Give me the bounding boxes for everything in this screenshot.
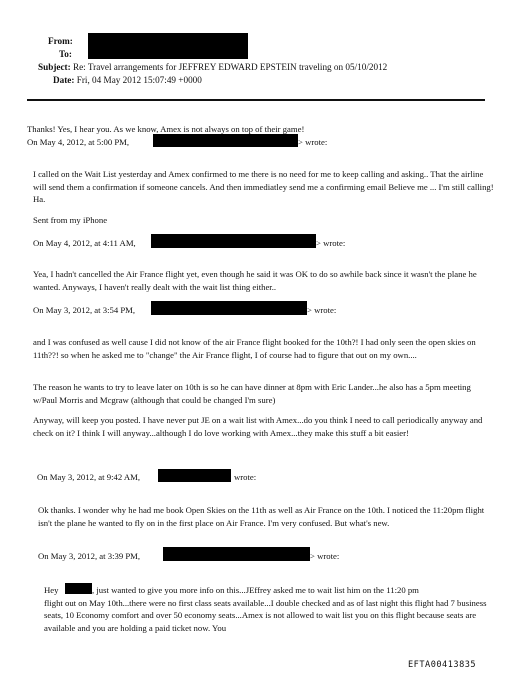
subject-line — [38, 62, 387, 72]
date-line — [53, 75, 202, 85]
redaction-sender-4 — [158, 469, 231, 482]
date-label: Date: — [53, 75, 75, 85]
paragraph-air-france: Yea, I hadn't cancelled the Air France flight yet, even though he said it was OK to do so awhile back since it wasn't the plane he wanted. Anyways, I haven't really dealt with the wait list thing either.. — [33, 269, 477, 292]
redaction-sender-1 — [153, 134, 298, 147]
paragraph-wait-list-start: Hey — [44, 585, 59, 595]
redaction-from — [88, 33, 248, 47]
paragraph-wait-list-rest: , just wanted to give you more info on this...JEffrey asked me to wait list him on the 11:20 pm — [92, 585, 419, 595]
quote-suffix-1: > wrote: — [298, 137, 328, 147]
quote-suffix-4: wrote: — [234, 472, 257, 482]
quote-header-5: On May 3, 2012, at 3:39 PM, — [38, 551, 141, 561]
quote-header-4: On May 3, 2012, at 9:42 AM, — [37, 472, 141, 482]
paragraph-keep-posted: Anyway, will keep you posted. I have never put JE on a wait list with Amex...do you think I need to call periodically anyway and check on it? I think I will anyway...although I do love working with Amex...they make this stuff a bit easier! — [33, 415, 483, 438]
quote-header-3: On May 3, 2012, at 3:54 PM, — [33, 305, 136, 315]
paragraph-dinner: The reason he wants to try to leave later on 10th is so he can have dinner at 8pm with Eric Lander...he also has a 5pm meeting w/Paul Morris and Mcgraw (although that could be changed I'm sure) — [33, 382, 471, 405]
quote-suffix-3: > wrote: — [307, 305, 337, 315]
quote-header-2: On May 4, 2012, at 4:11 AM, — [33, 238, 136, 248]
to-label: To: — [59, 49, 72, 59]
redaction-name — [65, 583, 92, 594]
paragraph-wait-list-more: flight out on May 10th...there were no first class seats available...I double checked and as of last night this flight had 7 business seats, 10 Economy comfort and over 50 economy seats...Amex is not allowed to wait list you on this flight because seats are available and you are holding a paid ticket now. You — [44, 597, 487, 633]
redaction-to — [88, 46, 248, 59]
from-label: From: — [48, 36, 73, 46]
quote-suffix-5: > wrote: — [310, 551, 340, 561]
date-value: Fri, 04 May 2012 15:07:49 +0000 — [76, 75, 202, 85]
redaction-sender-5 — [163, 547, 310, 561]
paragraph-wait-list: I called on the Wait List yesterday and Amex confirmed to me there is no need for me to keep calling and asking.. That the airline will send them a confirmation if someone cancels. And then immediatley send me a confirming email Believe me ... I'm still calling! Ha. — [33, 169, 494, 205]
paragraph-open-skies: Ok thanks. I wonder why he had me book Open Skies on the 11th as well as Air France on the 10th. I noticed the 11:20pm flight isn't the plane he wanted to fly on in the first place on Air France. I'm very confused. But what's new. — [38, 505, 485, 528]
quote-header-1: On May 4, 2012, at 5:00 PM, — [27, 137, 130, 147]
paragraph-confused: and I was confused as well cause I did not know of the air France flight booked for the 10th?! I had only seen the open skies on 11th??! so when he asked me to "change" the Air France flight, I of course had to figure that out on my own.... — [33, 337, 476, 360]
message-reply: Thanks! Yes, I hear you. As we know, Amex is not always on top of their game! — [27, 124, 305, 134]
redaction-sender-3 — [151, 301, 307, 315]
quote-suffix-2: > wrote: — [316, 238, 346, 248]
signature-iphone: Sent from my iPhone — [33, 215, 108, 225]
subject-label: Subject: — [38, 62, 71, 72]
header-divider — [27, 99, 485, 101]
subject-value: Re: Travel arrangements for JEFFREY EDWARD EPSTEIN traveling on 05/10/2012 — [72, 62, 388, 72]
redaction-sender-2 — [151, 234, 316, 248]
bates-number: EFTA00413835 — [408, 660, 477, 670]
